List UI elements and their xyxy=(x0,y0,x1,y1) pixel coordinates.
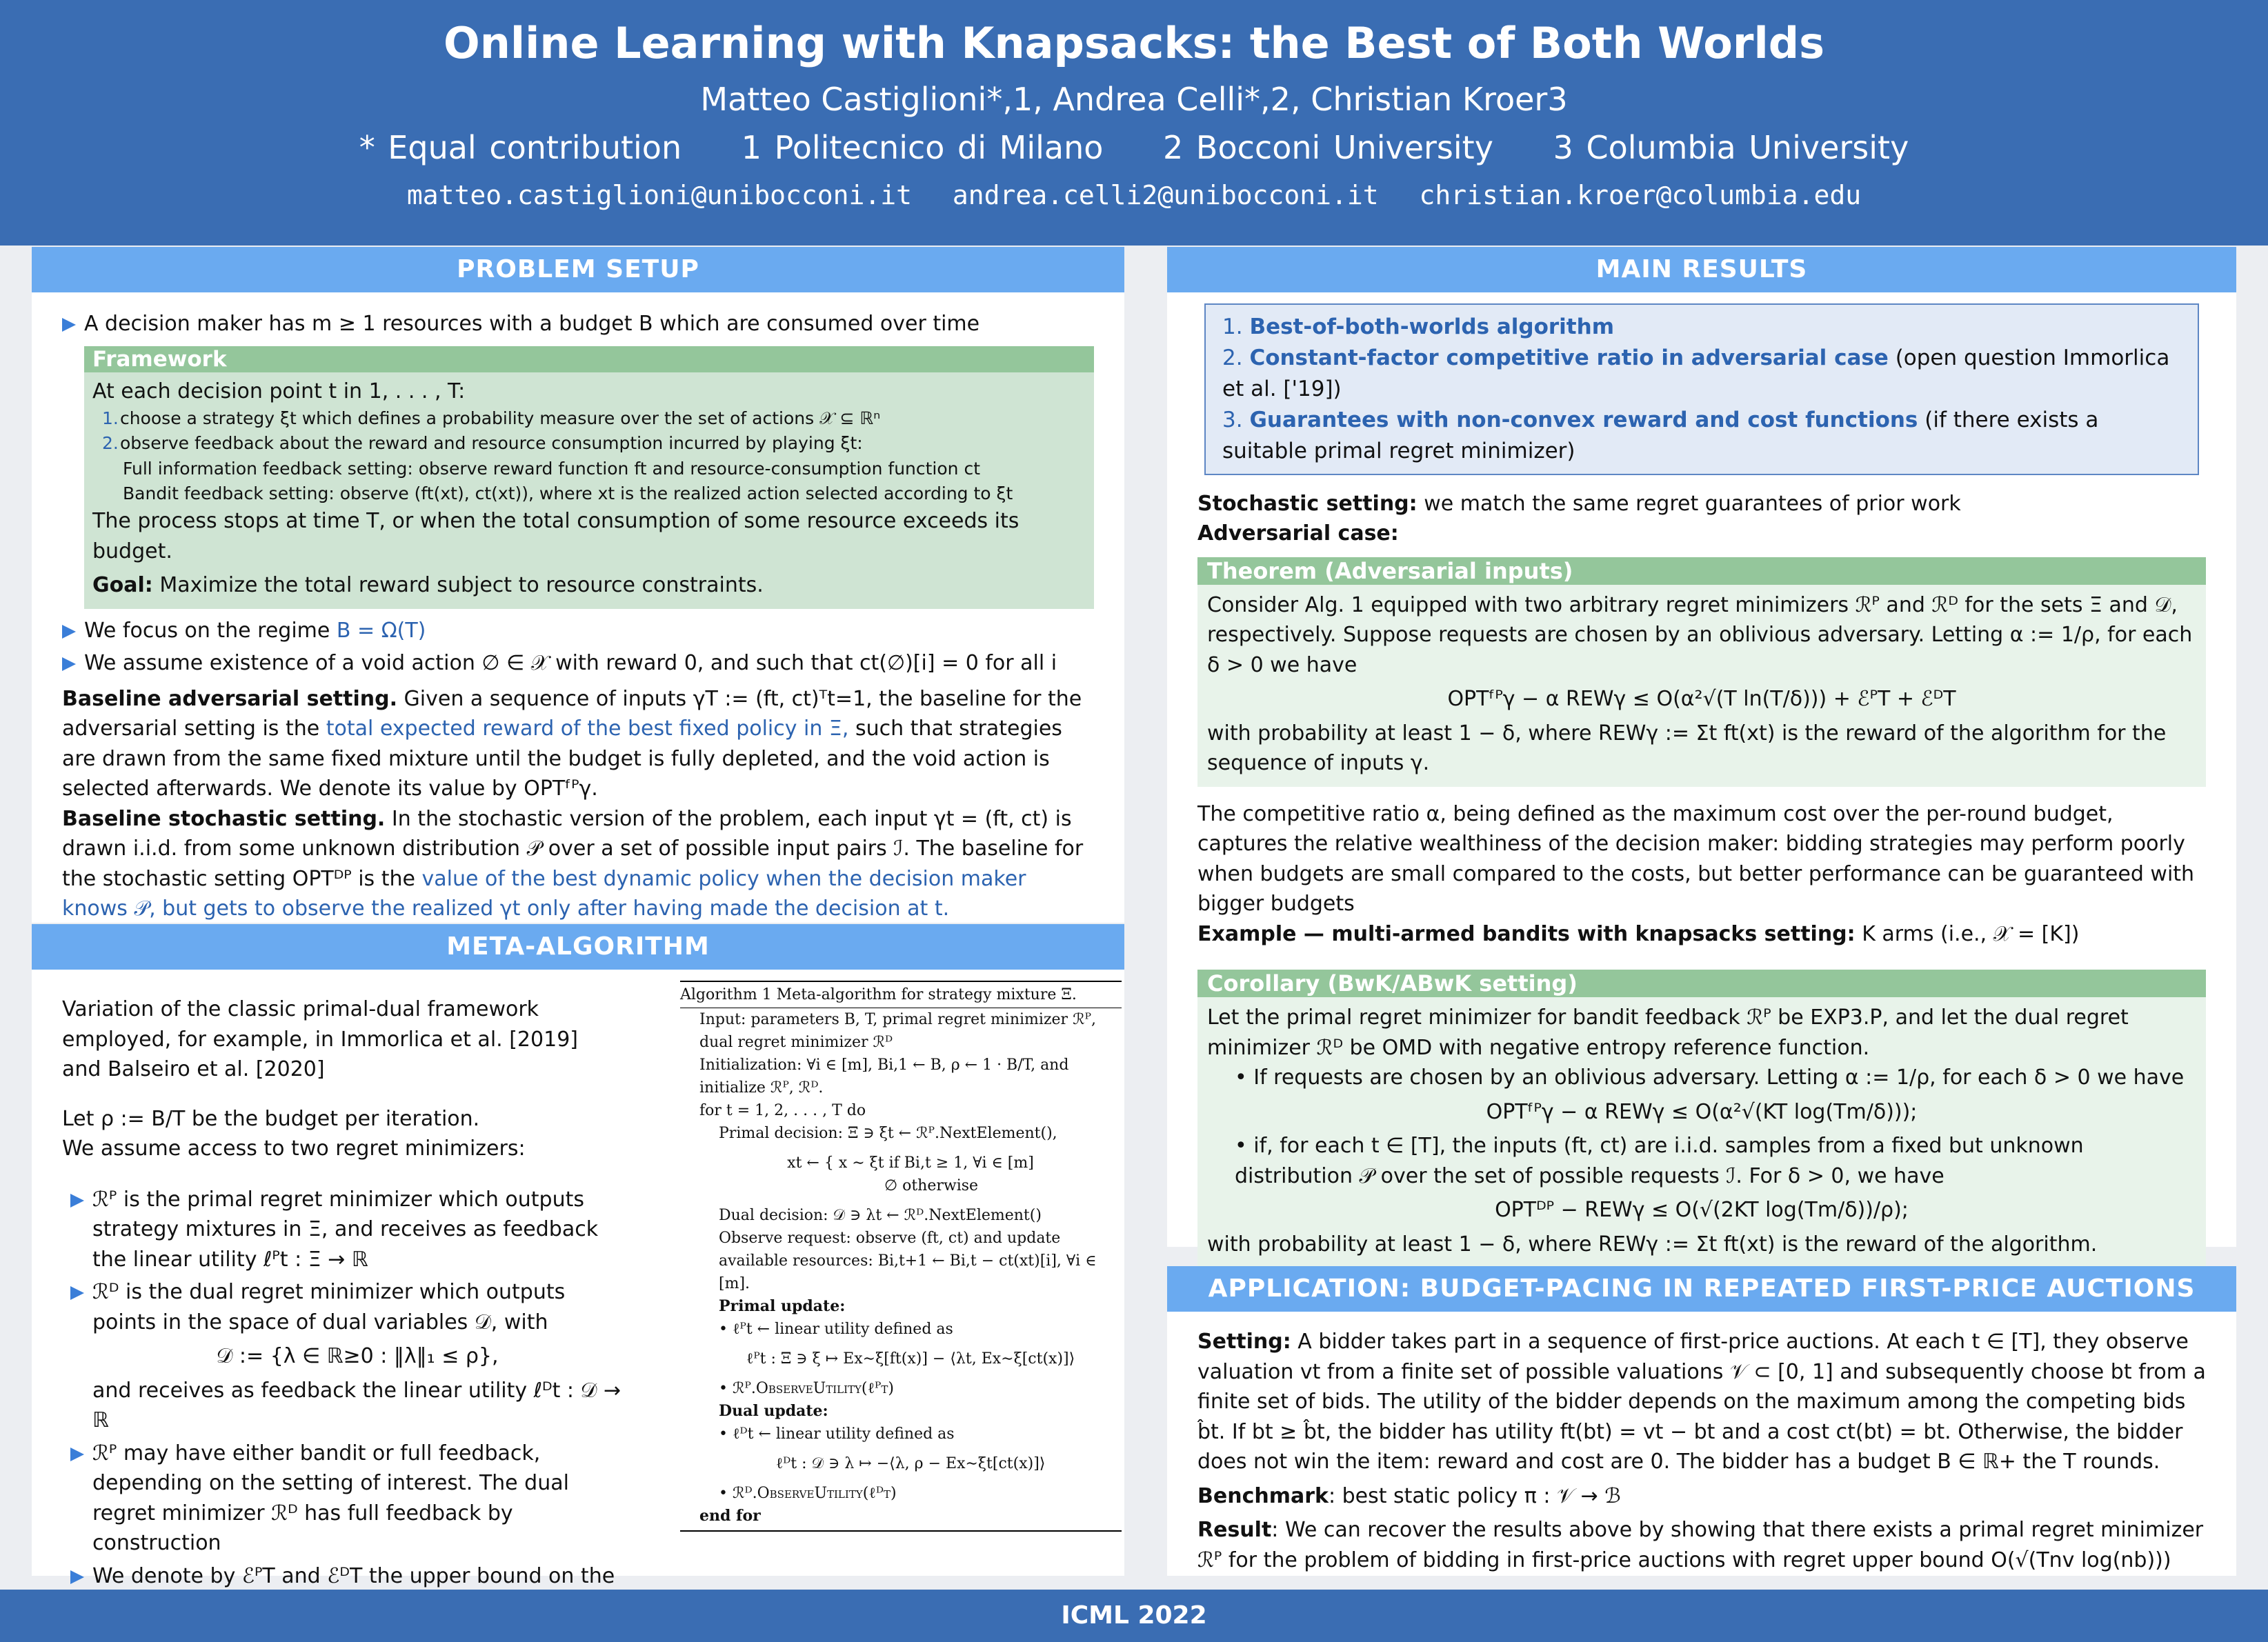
algo-input: Input: parameters B, T, primal regret minimizer ℛᴾ, dual regret minimizer ℛᴰ xyxy=(699,1011,1096,1051)
framework-lead: At each decision point t in 1, . . . , T: xyxy=(92,379,466,403)
problem-setup-section xyxy=(32,247,1124,923)
meta-p1: Variation of the classic primal-dual framework employed, for example, in Immorlica et al. [2019] and Balseiro et al. [2020] xyxy=(62,997,578,1081)
stochastic-setting: Stochastic setting: we match the same regret guarantees of prior work xyxy=(1197,491,1961,516)
section-heading: PROBLEM SETUP xyxy=(32,247,1124,292)
corollary-bullet-1: • If requests are chosen by an oblivious adversary. Letting α := 1/ρ, for each δ > 0 we have xyxy=(1235,1065,2185,1090)
algorithm-box xyxy=(680,981,1122,1532)
algo-observe: Observe request: observe (ft, ct) and update available resources: Bi,t+1 ← Bi,t − ct(xt)[i], ∀i ∈ [m]. xyxy=(719,1230,1097,1292)
algo-init: Initialization: ∀i ∈ [m], Bi,1 ← B, ρ ← 1 · B/T, and initialize ℛᴾ, ℛᴰ. xyxy=(699,1057,1069,1097)
adversarial-case: Adversarial case: xyxy=(1197,521,1399,546)
corollary-eq-1: OPTᶠᴾγ − α REWγ ≤ O(α²√(KT log(Tm/δ))); xyxy=(1486,1099,1918,1124)
algo-pu2: • ℛᴾ.ObserveUtility(ℓᴾt) xyxy=(719,1380,894,1397)
goal-label: Goal: xyxy=(92,573,153,597)
meta-p3: We assume access to two regret minimizers: xyxy=(62,1137,526,1161)
email-celli: andrea.celli2@unibocconi.it xyxy=(952,180,1379,210)
meta-algorithm-section xyxy=(32,924,1124,1588)
email-castiglioni: matteo.castiglioni@unibocconi.it xyxy=(406,180,912,210)
meta-bullet-regret: We denote by ℰᴾT and ℰᴰT the upper bound on the xyxy=(70,1561,622,1621)
algo-du1: • ℓᴰt ← linear utility defined as xyxy=(719,1425,955,1443)
corollary-box xyxy=(1197,970,2206,1268)
framework-full-info: Full information feedback setting: observe reward function ft and resource-consumption function ct xyxy=(123,458,981,479)
theorem-text-2: with probability at least 1 − δ, where REWγ := Σt ft(xt) is the reward of the algorithm for the sequence of inputs γ. xyxy=(1207,721,2167,776)
main-results-section xyxy=(1167,247,2236,1256)
regime-bullet: We focus on the regime B = Ω(T) xyxy=(62,616,1094,646)
algo-end: end for xyxy=(699,1507,761,1525)
algo-du2: • ℛᴰ.ObserveUtility(ℓᴰt) xyxy=(719,1485,897,1502)
meta-bullet-feedback: ℛᴾ may have either bandit or full feedback, depending on the setting of interest. The dual regret minimizer ℛᴰ has full feedback by construction xyxy=(70,1439,622,1559)
poster-authors: Matteo Castiglioni*,1, Andrea Celli*,2, Christian Kroer3 xyxy=(700,81,1568,118)
ratio-text: The competitive ratio α, being defined as the maximum cost over the per-round budget, captures the relative wealthiness of the decision maker: bidding strategies may perform poorly when budgets are small compared to the costs, but better performance can be guaranteed with bigger budgets xyxy=(1197,801,2195,917)
section-heading: META-ALGORITHM xyxy=(32,924,1124,970)
application-setting: Setting: A bidder takes part in a sequence of first-price auctions. At each t ∈ [T], they observe valuation vt from a finite set of possible valuations 𝒱 ⊂ [0, 1] and subsequently choose bt from a finite set of bids. The utility of the bidder depends on the maximum among the competing bids b̂t. If bt ≥ b̂t, the bidder has utility ft(bt) = vt − bt and a cost ct(bt) = bt. Otherwise, the bidder does not win the item: reward and cost are 0. The bidder has a budget B ∈ ℝ+ the T rounds. xyxy=(1197,1330,2206,1474)
corollary-eq-2: OPTᴰᴾ − REWγ ≤ O(√(2KT log(Tm/δ))/ρ); xyxy=(1495,1198,1909,1223)
theorem-box xyxy=(1197,557,2206,787)
regime-value: B = Ω(T) xyxy=(336,618,426,643)
framework-bandit: Bandit feedback setting: observe (ft(xt), ct(xt)), where xt is the realized action selected according to ξt xyxy=(123,483,1013,503)
corollary-bullet-2: • if, for each t ∈ [T], the inputs (ft, ct) are i.i.d. samples from a fixed but unknown distribution 𝒫 over the set of possible requests ℐ. For δ > 0, we have xyxy=(1235,1134,2084,1188)
corollary-text-1: Let the primal regret minimizer for bandit feedback ℛᴾ be EXP3.P, and let the dual regret minimizer ℛᴰ be OMD with negative entropy reference function. xyxy=(1207,1005,2129,1060)
algo-primal-update: Primal update: xyxy=(719,1297,846,1315)
algo-dual-decision: Dual decision: 𝒟 ∋ λt ← ℛᴰ.NextElement() xyxy=(719,1207,1042,1224)
section-heading: MAIN RESULTS xyxy=(1167,247,2236,292)
corollary-title: Corollary (BwK/ABwK setting) xyxy=(1197,970,2206,997)
result-item-3: 3. Guarantees with non-convex reward and cost functions (if there exists a suitable primal regret minimizer) xyxy=(1222,407,2099,463)
meta-p2: Let ρ := B/T be the budget per iteration. xyxy=(62,1106,480,1131)
goal-text: Maximize the total reward subject to resource constraints. xyxy=(159,573,764,597)
framework-stop: The process stops at time T, or when the total consumption of some resource exceeds its budget. xyxy=(92,509,1019,563)
framework-title: Framework xyxy=(84,346,1094,372)
algo-pu1: • ℓᴾt ← linear utility defined as xyxy=(719,1321,953,1338)
algo-primal-decision: Primal decision: Ξ ∋ ξt ← ℛᴾ.NextElement(), xyxy=(719,1125,1057,1142)
application-result: Result: We can recover the results above by showing that there exists a primal regret minimizer ℛᴾ for the problem of bidding in first-price auctions with regret upper bound O(√(Tnv log(nb))) xyxy=(1197,1518,2204,1572)
algo-x-cases: xt ← { x ∼ ξt if Bi,t ≥ 1, ∀i ∈ [m] ∅ otherwise xyxy=(787,1154,1034,1194)
poster-emails xyxy=(0,180,2268,210)
theorem-title: Theorem (Adversarial inputs) xyxy=(1197,557,2206,585)
meta-bullet-primal: ℛᴾ is the primal regret minimizer which outputs strategy mixtures in Ξ, and receives as feedback the linear utility ℓᴾt : Ξ → ℝ xyxy=(70,1185,622,1275)
application-benchmark: Benchmark: best static policy π : 𝒱 → ℬ xyxy=(1197,1483,1621,1508)
results-list xyxy=(1204,303,2199,475)
theorem-equation: OPTᶠᴾγ − α REWγ ≤ O(α²√(T ln(T/δ))) + ℰᴾT + ℰᴰT xyxy=(1447,687,1956,712)
void-action-bullet: We assume existence of a void action ∅ ∈ 𝒳 with reward 0, and such that ct(∅)[i] = 0 for all i xyxy=(62,648,1094,679)
algo-du-eq: ℓᴰt : 𝒟 ∋ λ ↦ −⟨λ, ρ − Ex∼ξt[ct(x)]⟩ xyxy=(775,1455,1046,1472)
baseline-adversarial: Baseline adversarial setting. Given a sequence of inputs γT := (ft, ct)ᵀt=1, the baseline for the adversarial setting is the total expected reward of the best fixed policy in Ξ, such that strategies are drawn from the same fixed mixture until the budget is fully depleted, and the void action is selected afterwards. We denote its value by OPTᶠᴾγ. xyxy=(62,686,1082,801)
example-line: Example — multi-armed bandits with knapsacks setting: K arms (i.e., 𝒳 = [K]) xyxy=(1197,921,2080,946)
framework-step-2: observe feedback about the reward and resource consumption incurred by playing ξt: xyxy=(120,433,863,454)
affiliation-columbia: 3 Columbia University xyxy=(1553,129,1909,166)
corollary-text-2: with probability at least 1 − δ, where REWγ := Σt ft(xt) is the reward of the algorithm. xyxy=(1207,1232,2098,1256)
poster-affiliations xyxy=(0,129,2268,166)
affiliation-equal: * Equal contribution xyxy=(359,129,682,166)
poster-title: Online Learning with Knapsacks: the Best of Both Worlds xyxy=(444,18,1824,68)
section-heading: APPLICATION: BUDGET-PACING IN REPEATED FIRST-PRICE AUCTIONS xyxy=(1167,1266,2236,1312)
algo-pu-eq: ℓᴾt : Ξ ∋ ξ ↦ Ex∼ξ[ft(x)] − ⟨λt, Ex∼ξ[ct(x)]⟩ xyxy=(746,1350,1075,1368)
baseline-stochastic: Baseline stochastic setting. In the stochastic version of the problem, each input γt = (ft, ct) is drawn i.i.d. from some unknown distribution 𝒫 over a set of possible input pairs ℐ. The baseline for the stochastic setting OPTᴰᴾ is the value of the best dynamic policy when the decision maker knows 𝒫, but gets to observe the realized γt only after having made the decision at t. xyxy=(62,806,1084,921)
poster-footer: ICML 2022 xyxy=(0,1590,2268,1642)
meta-bullet-dual: ℛᴰ is the dual regret minimizer which outputs points in the space of dual variables 𝒟, with 𝒟 := {λ ∈ ℝ≥0 : ‖λ‖₁ ≤ ρ}, and receives as feedback the linear utility ℓᴰt : 𝒟 → ℝ xyxy=(70,1277,622,1436)
dual-set-equation: 𝒟 := {λ ∈ ℝ≥0 : ‖λ‖₁ ≤ ρ}, xyxy=(216,1344,499,1368)
framework-box: Framework At each decision point t in 1, . . . , T: 1.choose a strategy ξt which defines a probability measure over the set of actions 𝒳 ⊆ ℝⁿ 2.observe feedback about the reward and resource consumption incurred by playing ξt: Full information feedback setting: observe reward function ft and resource-consumption function ct Bandit feedback setting: observe (ft(xt), ct(xt)), where xt is the realized action selected according to ξt The process stops at time T, or when the total consumption of some resource exceeds its budget. Goal: Maximize the total reward subject to resource constraints. xyxy=(84,346,1094,609)
algorithm-title: Algorithm 1 Meta-algorithm for strategy mixture Ξ. xyxy=(680,981,1122,1008)
poster-header xyxy=(0,0,2268,246)
result-item-1: 1. Best-of-both-worlds algorithm xyxy=(1222,314,1614,339)
algo-dual-update: Dual update: xyxy=(719,1402,828,1420)
framework-step-1: choose a strategy ξt which defines a probability measure over the set of actions 𝒳 ⊆ ℝⁿ xyxy=(120,408,881,428)
email-kroer: christian.kroer@columbia.edu xyxy=(1419,180,1862,210)
affiliation-polimi: 1 Politecnico di Milano xyxy=(741,129,1104,166)
algo-for: for t = 1, 2, . . . , T do xyxy=(699,1102,866,1119)
result-item-2: 2. Constant-factor competitive ratio in adversarial case (open question Immorlica et al. ['19]) xyxy=(1222,345,2170,401)
affiliation-bocconi: 2 Bocconi University xyxy=(1163,129,1493,166)
theorem-text-1: Consider Alg. 1 equipped with two arbitrary regret minimizers ℛᴾ and ℛᴰ for the sets Ξ and 𝒟, respectively. Suppose requests are chosen by an oblivious adversary. Letting α := 1/ρ, for each δ > 0 we have xyxy=(1207,592,2193,677)
setup-intro: A decision maker has m ≥ 1 resources with a budget B which are consumed over time xyxy=(62,309,1094,339)
application-section xyxy=(1167,1266,2236,1576)
